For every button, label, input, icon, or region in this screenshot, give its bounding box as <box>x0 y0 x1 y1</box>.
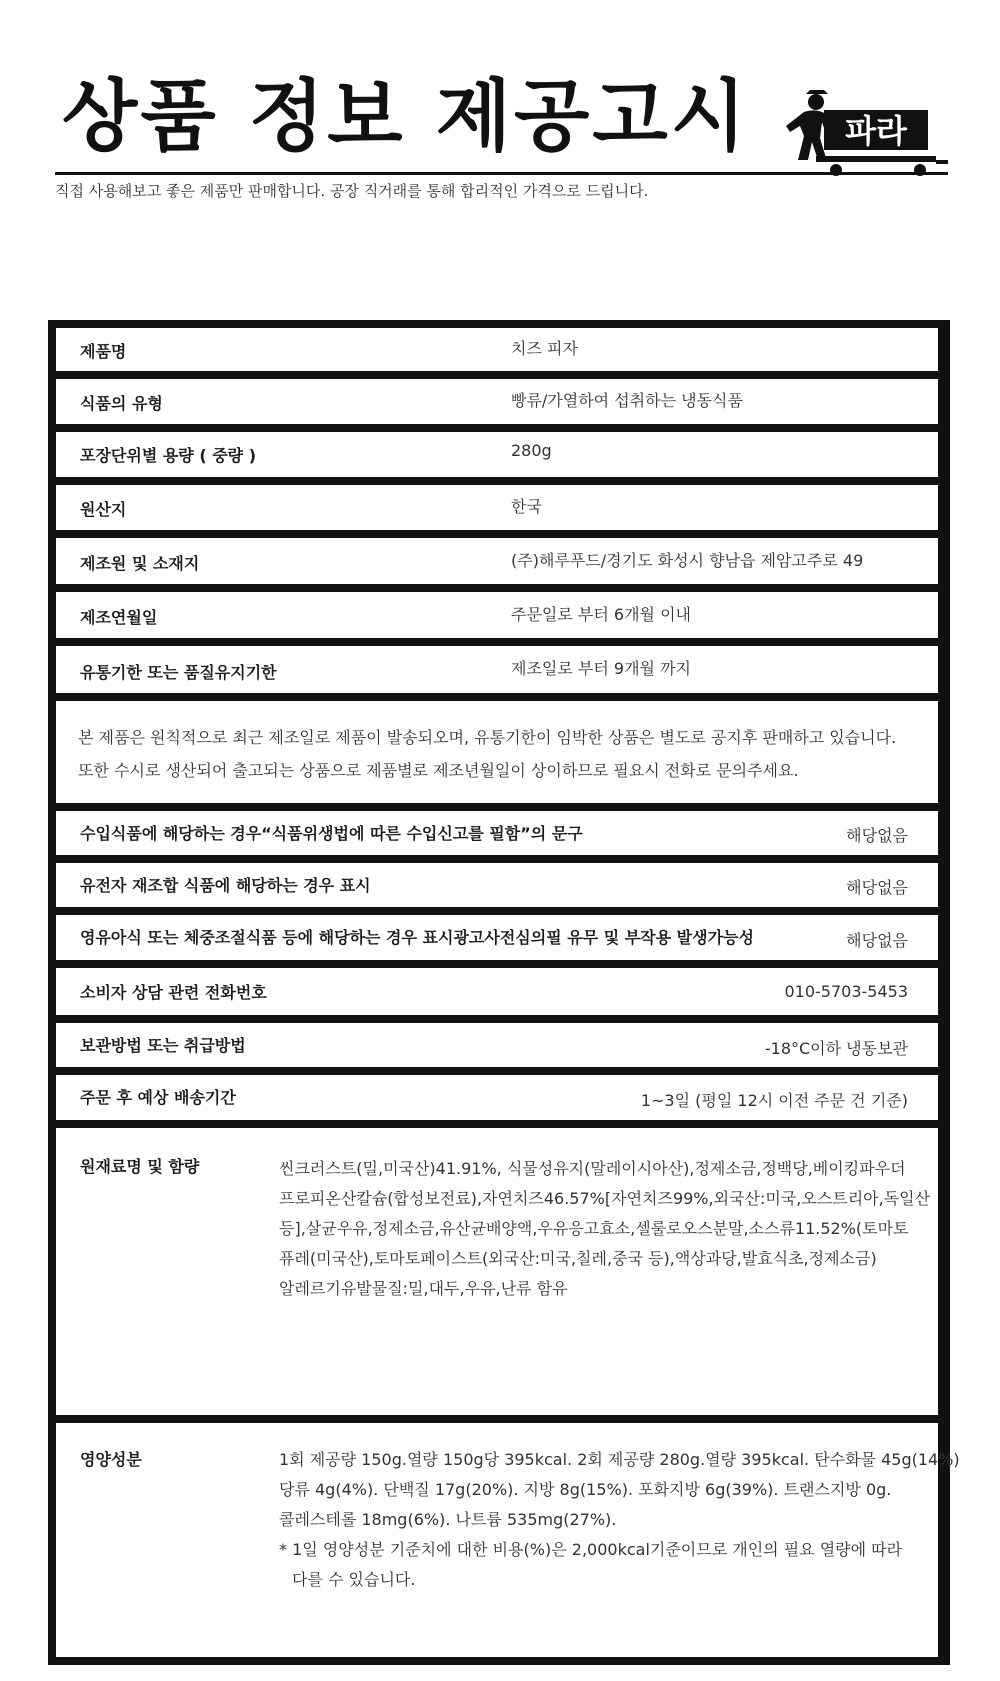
row-label: 유전자 재조합 식품에 해당하는 경우 표시 <box>80 876 371 895</box>
delivery-logo-icon <box>786 86 956 178</box>
row-label: 제조원 및 소재지 <box>80 554 200 573</box>
page-subtitle: 직접 사용해보고 좋은 제품만 판매합니다. 공장 직거래를 통해 합리적인 가격으로 드립니다. <box>55 182 649 200</box>
ingredients-line: 퓨레(미국산),토마토페이스트(외국산:미국,칠레,중국 등),액상과당,발효식초,정제소금) <box>279 1249 877 1268</box>
row-label: 영유아식 또는 체중조절식품 등에 해당하는 경우 표시광고사전심의필 유무 및 부작용 발생가능성 <box>80 928 754 947</box>
row-ingredients <box>56 1128 938 1415</box>
row-product-name <box>56 328 938 371</box>
ingredients-line: 등],살균우유,정제소금,유산균배양액,우유응고효소,셀룰로오스분말,소스류11.52%(토마토 <box>279 1219 909 1238</box>
row-food-type <box>56 379 938 424</box>
row-label: 식품의 유형 <box>80 394 163 413</box>
notice-text <box>78 721 896 787</box>
row-value: 해당없음 <box>846 878 908 897</box>
row-nutrition <box>56 1423 960 1657</box>
row-label: 유통기한 또는 품질유지기한 <box>80 663 277 682</box>
nutrition-line: * 1일 영양성분 기준치에 대한 비용(%)은 2,000kcal기준이므로 개인의 필요 열량에 따라 <box>279 1540 903 1559</box>
notice-line: 본 제품은 원칙적으로 최근 제조일로 제품이 발송되오며, 유통기한이 임박한 상품은 별도로 공지후 판매하고 있습니다. <box>78 728 897 747</box>
row-gmo <box>56 863 938 907</box>
row-label: 영양성분 <box>80 1450 142 1469</box>
ingredients-text <box>279 1154 931 1304</box>
row-label: 제품명 <box>80 342 127 361</box>
row-value: 한국 <box>511 497 542 516</box>
row-infant-food <box>56 915 938 960</box>
row-value: 280g <box>511 441 552 460</box>
row-value: (주)해루푸드/경기도 화성시 향남읍 제암고주로 49 <box>511 551 864 570</box>
nutrition-line: 당류 4g(4%). 단백질 17g(20%). 지방 8g(15%). 포화지방 6g(39%). 트랜스지방 0g. <box>279 1480 892 1499</box>
ingredients-line: 알레르기유발물질:밀,대두,우유,난류 함유 <box>279 1279 568 1298</box>
notice-box <box>56 701 938 803</box>
row-label: 원산지 <box>80 500 127 519</box>
ingredients-line: 씬크러스트(밀,미국산)41.91%, 식물성유지(말레이시아산),정제소금,정백당,베이킹파우더 <box>279 1159 906 1178</box>
row-import-notice <box>56 811 938 855</box>
nutrition-line: 다를 수 있습니다. <box>292 1570 416 1589</box>
page-title: 상품 정보 제공고시 <box>62 72 750 162</box>
row-expiry <box>56 646 938 693</box>
row-value: 주문일로 부터 6개월 이내 <box>511 605 691 624</box>
row-label: 주문 후 예상 배송기간 <box>80 1088 236 1107</box>
row-label: 보관방법 또는 취급방법 <box>80 1036 246 1055</box>
row-value: 해당없음 <box>846 931 908 950</box>
product-info-table <box>48 320 960 1665</box>
row-delivery <box>56 1075 938 1120</box>
row-weight <box>56 432 938 477</box>
row-value: 해당없음 <box>846 826 908 845</box>
row-manufacture-date <box>56 592 938 638</box>
row-label: 포장단위별 용량 ( 중량 ) <box>80 446 257 465</box>
row-storage <box>56 1023 938 1067</box>
row-value: -18°C이하 냉동보관 <box>764 1039 908 1058</box>
row-value: 빵류/가열하여 섭취하는 냉동식품 <box>511 391 743 410</box>
row-value: 제조일로 부터 9개월 까지 <box>511 659 691 678</box>
row-label: 소비자 상담 관련 전화번호 <box>80 983 267 1002</box>
ingredients-line: 프로피온산칼슘(합성보전료),자연치즈46.57%[자연치즈99%,외국산:미국,오스트리아,독일산 <box>279 1189 931 1208</box>
row-value: 1~3일 (평일 12시 이전 주문 건 기준) <box>640 1091 908 1110</box>
notice-line: 또한 수시로 생산되어 출고되는 상품으로 제품별로 제조년월일이 상이하므로 필요시 전화로 문의주세요. <box>78 761 799 780</box>
header <box>0 0 1000 210</box>
row-phone <box>56 968 938 1015</box>
svg-text:파라: 파라 <box>845 112 907 150</box>
nutrition-line: 1회 제공량 150g.열량 150g당 395kcal. 2회 제공량 280g.열량 395kcal. 탄수화물 45g(14%) <box>279 1450 960 1469</box>
row-origin <box>56 485 938 530</box>
row-label: 원재료명 및 함량 <box>80 1157 200 1176</box>
nutrition-line: 콜레스테롤 18mg(6%). 나트륨 535mg(27%). <box>279 1510 617 1529</box>
row-manufacturer <box>56 538 938 584</box>
row-label: 수입식품에 해당하는 경우“식품위생법에 따른 수입신고를 필함”의 문구 <box>80 824 583 843</box>
row-value: 치즈 피자 <box>511 339 578 358</box>
row-label: 제조연월일 <box>80 608 158 627</box>
row-value: 010-5703-5453 <box>784 982 908 1001</box>
nutrition-text <box>279 1445 960 1595</box>
